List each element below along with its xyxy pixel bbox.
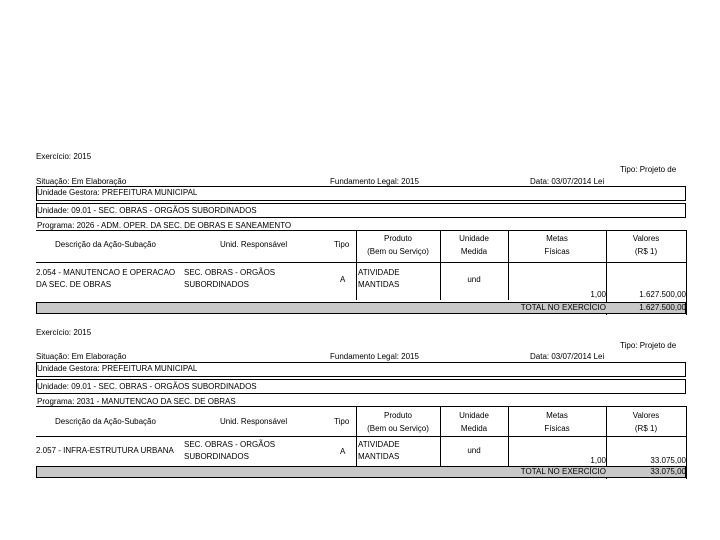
data-label: Data: 03/07/2014 Lei [530,177,605,186]
col-header-metas-1: Metas [546,411,568,420]
total-label: TOTAL NO EXERCÍCIO [520,467,606,476]
unidade-gestora-text: Unidade Gestora: PREFEITURA MUNICIPAL [37,364,198,373]
col-header-metas-1: Metas [546,234,568,243]
tipo-label: Tipo: Projeto de [620,341,677,350]
row-metas: 1,00 [590,456,606,465]
situacao-label: Situação: Em Elaboração [36,352,127,361]
col-header-metas-2: Físicas [544,247,570,256]
row-valor: 33.075,00 [650,456,686,465]
col-header-responsavel: Unid. Responsável [220,240,288,249]
col-header-descricao: Descrição da Ação-Subação [55,417,156,426]
row-produto-1: ATIVIDADE [358,440,400,449]
row-produto-1: ATIVIDADE [358,268,400,277]
col-header-produto-2: (Bem ou Serviço) [367,424,429,433]
col-header-produto-1: Produto [383,234,413,243]
row-unidade: und [467,275,481,284]
tipo-label: Tipo: Projeto de [620,165,677,174]
exercicio-label: Exercício: 2015 [36,328,92,337]
row-responsavel-1: SEC. OBRAS - ORGÃOS [184,268,276,277]
row-tipo: A [340,275,346,284]
col-header-metas-2: Físicas [544,424,570,433]
programa-text: Programa: 2031 - MANUTENCAO DA SEC. DE OBRAS [37,397,236,406]
col-header-unidade-1: Unidade [459,234,489,243]
unidade-gestora-text: Unidade Gestora: PREFEITURA MUNICIPAL [37,188,198,197]
col-header-valores-1: Valores [632,411,660,420]
col-header-tipo: Tipo [334,417,350,426]
total-value: 1.627.500,00 [639,303,686,312]
row-metas: 1,00 [590,290,606,299]
data-label: Data: 03/07/2014 Lei [530,352,605,361]
row-valor: 1.627.500,00 [639,290,686,299]
row-descricao-1: 2.057 - INFRA-ESTRUTURA URBANA [36,446,174,455]
exercicio-label: Exercício: 2015 [36,152,92,161]
col-header-unidade-1: Unidade [459,411,489,420]
unidade-row [36,379,686,394]
col-header-valores-1: Valores [632,234,660,243]
fundamento-label: Fundamento Legal: 2015 [330,352,419,361]
unidade-gestora-row [36,362,686,377]
row-responsavel-2: SUBORDINADOS [184,452,249,461]
col-header-produto-1: Produto [383,411,413,420]
unidade-text: Unidade: 09.01 - SEC. OBRAS - ORGÃOS SUBORDINADOS [37,382,257,391]
col-header-tipo: Tipo [334,240,350,249]
row-descricao-1: 2.054 - MANUTENCAO E OPERACAO [36,268,176,277]
row-responsavel-1: SEC. OBRAS - ORGÃOS [184,440,276,449]
row-produto-2: MANTIDAS [358,280,400,289]
row-tipo: A [340,447,346,456]
col-header-valores-2: (R$ 1) [634,247,658,256]
total-value: 33.075,00 [650,467,686,476]
col-header-unidade-2: Medida [460,424,488,433]
row-descricao-2: DA SEC. DE OBRAS [36,280,112,289]
situacao-label: Situação: Em Elaboração [36,177,127,186]
row-produto-2: MANTIDAS [358,452,400,461]
col-header-responsavel: Unid. Responsável [220,417,288,426]
col-header-produto-2: (Bem ou Serviço) [367,247,429,256]
col-header-unidade-2: Medida [460,247,488,256]
row-responsavel-2: SUBORDINADOS [184,280,249,289]
row-unidade: und [467,446,481,455]
programa-text: Programa: 2026 - ADM. OPER. DA SEC. DE OBRAS E SANEAMENTO [37,221,292,230]
total-label: TOTAL NO EXERCÍCIO [520,303,606,312]
col-header-valores-2: (R$ 1) [634,424,658,433]
col-header-descricao: Descrição da Ação-Subação [55,240,156,249]
fundamento-label: Fundamento Legal: 2015 [330,177,419,186]
unidade-text: Unidade: 09.01 - SEC. OBRAS - ORGÃOS SUBORDINADOS [37,206,257,215]
